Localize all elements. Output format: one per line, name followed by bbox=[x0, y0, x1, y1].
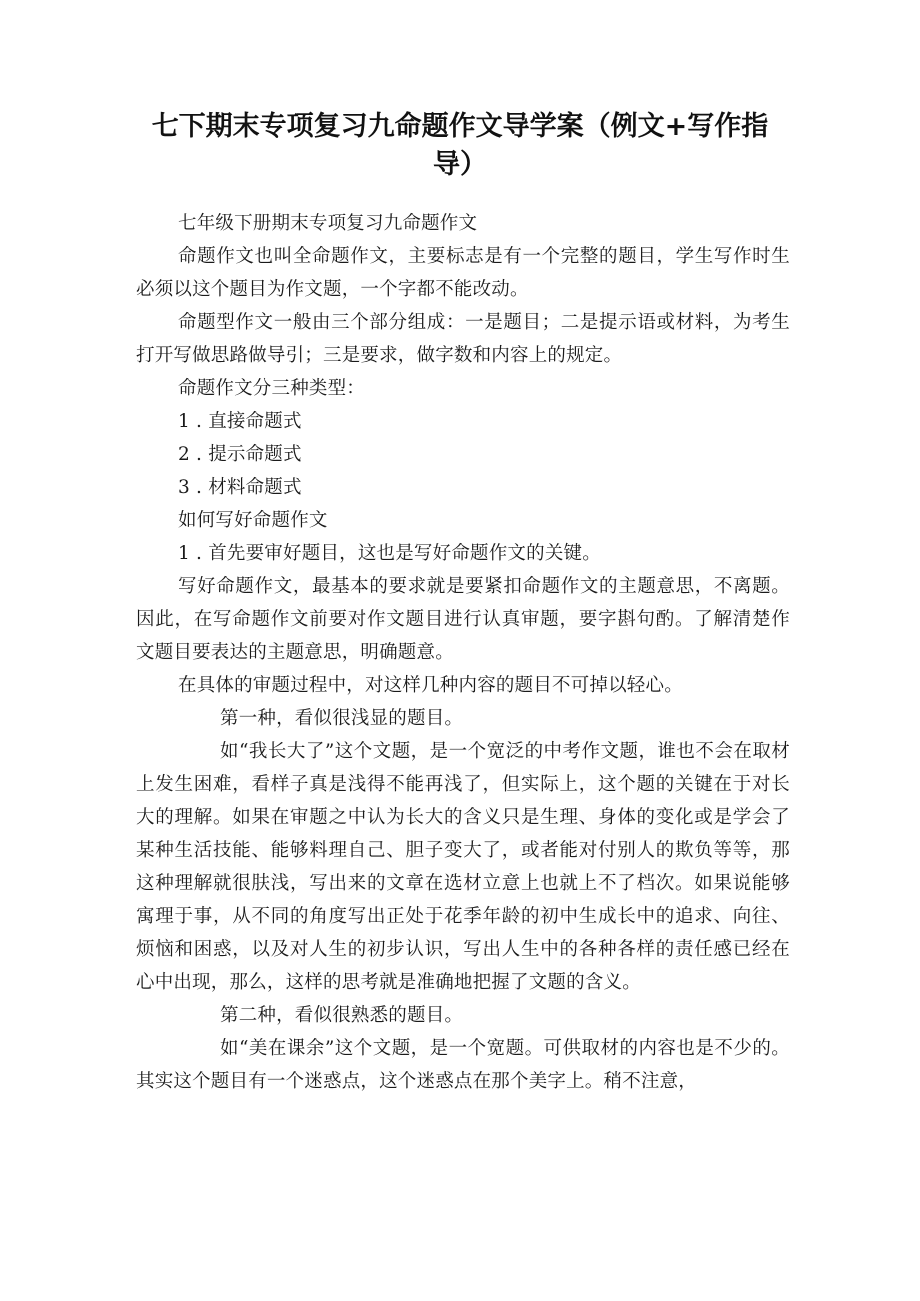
paragraph: 写好命题作文，最基本的要求就是要紧扣命题作文的主题意思，不离题。因此，在写命题作文前要对作文题目进行认真审题，要字斟句酌。了解清楚作文题目要表达的主题意思，明确题意。 bbox=[136, 576, 790, 663]
paragraph: 命题作文也叫全命题作文，主要标志是有一个完整的题目，学生写作时生必须以这个题目为作文题，一个字都不能改动。 bbox=[136, 246, 790, 300]
list-item: 3 . 材料命题式 bbox=[178, 477, 302, 498]
paragraph: 如“我长大了”这个文题，是一个宽泛的中考作文题，谁也不会在取材上发生困难，看样子真是浅得不能再浅了，但实际上，这个题的关键在于对长大的理解。如果在审题之中认为长大的含义只是生理、身体的变化或是学会了某种生活技能、能够料理自己、胆子变大了，或者能对付别人的欺负等等，那这种理解就很肤浅，写出来的文章在选材立意上也就上不了档次。如果说能够寓理于事，从不同的角度写出正处于花季年龄的初中生成长中的追求、向往、烦恼和困惑，以及对人生的初步认识，写出人生中的各种各样的责任感已经在心中出现，那么，这样的思考就是准确地把握了文题的含义。 bbox=[136, 741, 790, 993]
subtitle-paragraph: 七年级下册期末专项复习九命题作文 bbox=[178, 213, 478, 234]
sub-heading: 第二种，看似很熟悉的题目。 bbox=[220, 1005, 464, 1026]
list-item: 1 . 首先要审好题目，这也是写好命题作文的关键。 bbox=[178, 543, 601, 564]
paragraph: 在具体的审题过程中，对这样几种内容的题目不可掉以轻心。 bbox=[178, 675, 683, 696]
title-line-1: 七下期末专项复习九命题作文导学案（例文+写作指 bbox=[151, 111, 769, 142]
sub-heading: 第一种，看似很浅显的题目。 bbox=[220, 708, 464, 729]
document-title bbox=[0, 108, 920, 184]
list-item: 1 . 直接命题式 bbox=[178, 411, 302, 432]
paragraph: 命题作文分三种类型： bbox=[178, 378, 366, 399]
paragraph: 命题型作文一般由三个部分组成：一是题目；二是提示语或材料，为考生打开写做思路做导引；三是要求，做字数和内容上的规定。 bbox=[136, 312, 790, 366]
list-item: 2 . 提示命题式 bbox=[178, 444, 302, 465]
title-line-2: 导） bbox=[433, 149, 487, 180]
paragraph: 如“美在课余”这个文题，是一个宽题。可供取材的内容也是不少的。其实这个题目有一个迷惑点，这个迷惑点在那个美字上。稍不注意， bbox=[136, 1038, 790, 1092]
document-body bbox=[136, 207, 790, 1098]
section-heading: 如何写好命题作文 bbox=[178, 510, 328, 531]
